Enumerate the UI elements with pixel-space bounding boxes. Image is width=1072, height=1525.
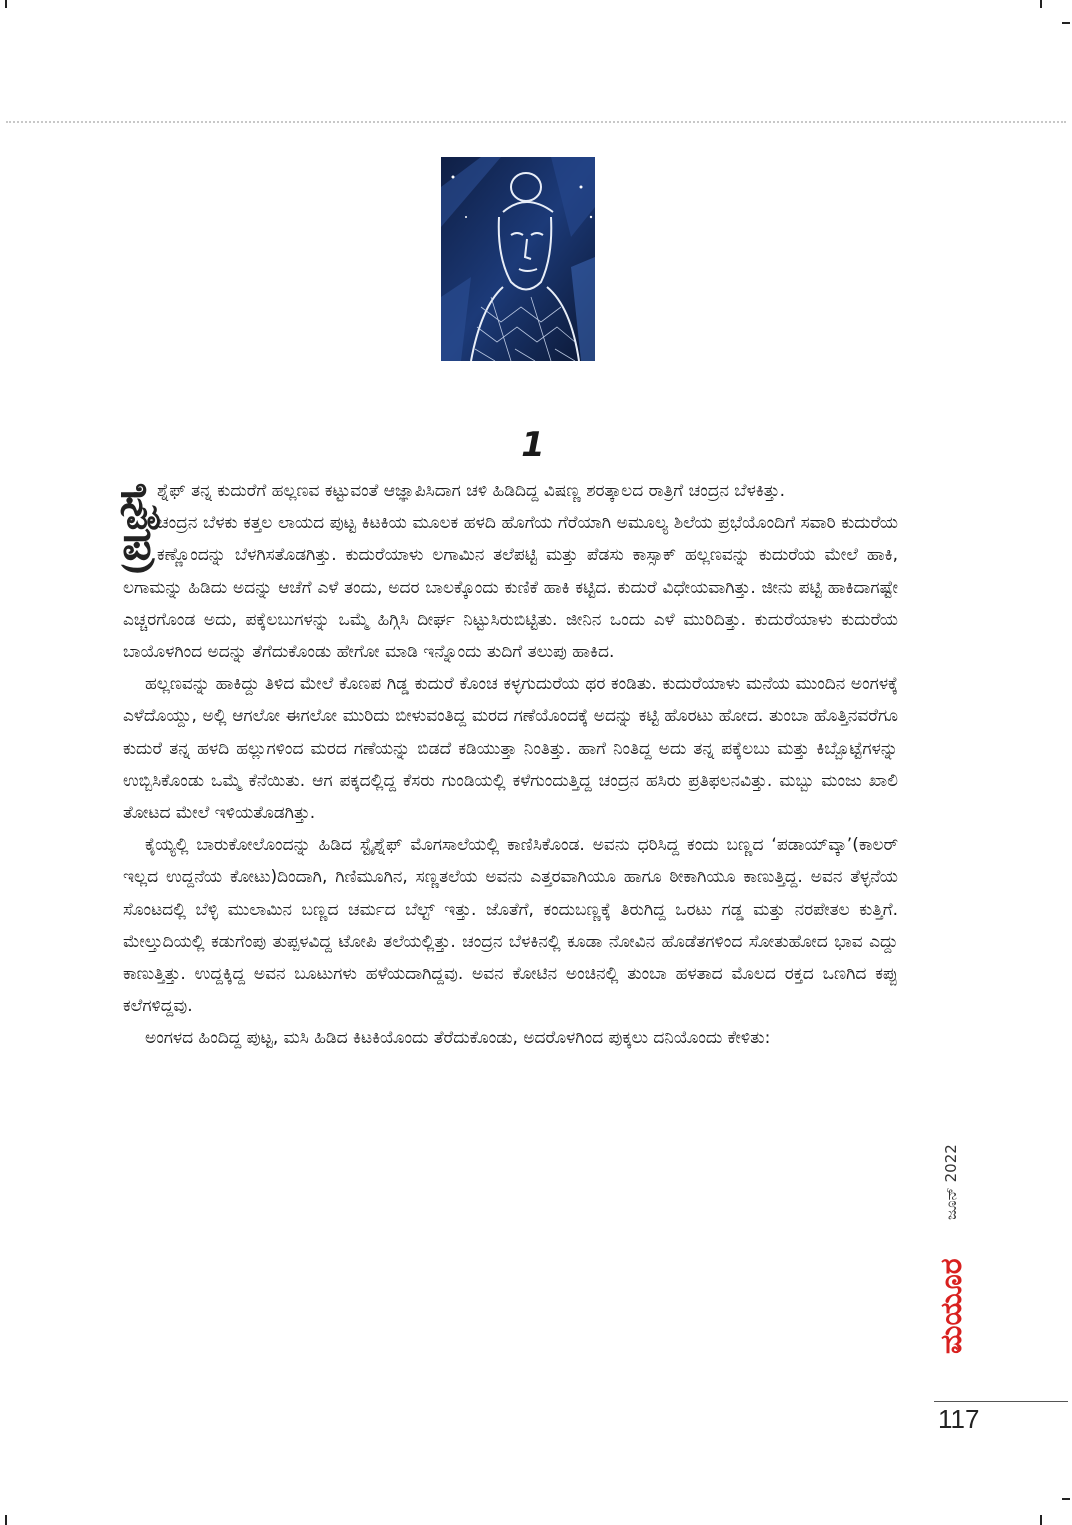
crop-mark-right-top (1062, 22, 1070, 24)
crop-mark-right-bottom (1062, 1498, 1070, 1500)
story-illustration (441, 157, 595, 361)
crop-mark-bottom-left (5, 1515, 7, 1525)
issue-date: ಜೂನ್ 2022 (942, 1144, 960, 1220)
drop-cap (119, 472, 157, 570)
crop-mark-bottom-right (1040, 1515, 1042, 1525)
paragraph-3: ಹಲ್ಲಣವನ್ನು ಹಾಕಿದ್ದು ತಿಳಿದ ಮೇಲೆ ಕೊಣಪ ಗಿಡ್ಡ ಕುದುರೆ ಕೊಂಚ ಕಳ್ಳಗುದುರೆಯ ಥರ ಕಂಡಿತು. ಕುದುರೆಯಾಳು ಮನೆಯ ಮುಂದಿನ ಅಂಗಳಕ್ಕೆ ಎಳೆದೊಯ್ದು, ಅಲ್ಲಿ ಆಗಲೋ ಈಗಲೋ ಮುರಿದು ಬೀಳುವಂತಿದ್ದ ಮರದ ಗಣೆಯೊಂದಕ್ಕೆ ಅದನ್ನು ಕಟ್ಟಿ ಹೊರಟು ಹೋದ. ತುಂಬಾ ಹೊತ್ತಿನವರೆಗೂ ಕುದುರೆ ತನ್ನ ಹಳದಿ ಹಲ್ಲುಗಳಿಂದ ಮರದ ಗಣೆಯನ್ನು ಬಿಡದೆ ಕಡಿಯುತ್ತಾ ನಿಂತಿತ್ತು. ಹಾಗೆ ನಿಂತಿದ್ದ ಅದು ತನ್ನ ಪಕ್ಕೆಲಬು ಮತ್ತು ಕಿಬ್ಬೊಟ್ಟೆಗಳನ್ನು ಉಬ್ಬಿಸಿಕೊಂಡು ಒಮ್ಮೆ ಕೆನೆಯಿತು. ಆಗ ಪಕ್ಕದಲ್ಲಿದ್ದ ಕೆಸರು ಗುಂಡಿಯಲ್ಲಿ ಕಳೆಗುಂದುತ್ತಿದ್ದ ಚಂದ್ರನ ಹಸಿರು ಪ್ರತಿಫಲನವಿತ್ತು. ಮಬ್ಬು ಮಂಜು ಖಾಲಿ ತೋಟದ ಮೇಲೆ ಇಳಿಯತೊಡಗಿತ್ತು. (123, 674, 898, 824)
crop-mark-top-left (5, 0, 7, 8)
story-body (119, 472, 898, 1055)
paragraph-5: ಅಂಗಳದ ಹಿಂದಿದ್ದ ಪುಟ್ಟ, ಮಸಿ ಹಿಡಿದ ಕಿಟಕಿಯೊಂದು ತೆರೆದುಕೊಂಡು, ಅದರೊಳಗಿಂದ ಪುಕ್ಕಲು ದನಿಯೊಂದು ಕೇಳಿತು: (145, 1028, 771, 1049)
page-number-rule (934, 1401, 1068, 1402)
header-dotted-rule (6, 121, 1066, 123)
chapter-number: 1 (521, 425, 545, 465)
paragraph-1: ಶ್ನೆಫ್ ತನ್ನ ಕುದುರೆಗೆ ಹಲ್ಲಣವ ಕಟ್ಟುವಂತೆ ಆಜ್ಞಾಪಿಸಿದಾಗ ಚಳಿ ಹಿಡಿದಿದ್ದ ವಿಷಣ್ಣ ಶರತ್ಕಾಲದ ರಾತ್ರಿಗೆ ಚಂದ್ರನ ಬೆಳಕಿತ್ತು. (157, 481, 786, 501)
drop-cap-top: ಸ್ಟೈ (119, 472, 157, 526)
page-number: 117 (938, 1404, 980, 1434)
paragraph-4: ಕೈಯ್ಯಲ್ಲಿ ಬಾರುಕೋಲೊಂದನ್ನು ಹಿಡಿದ ಸ್ಟೈಶ್ನೆಫ್ ಮೊಗಸಾಲೆಯಲ್ಲಿ ಕಾಣಿಸಿಕೊಂಡ. ಅವನು ಧರಿಸಿದ್ದ ಕಂದು ಬಣ್ಣದ ‘ಪಡಾಯ್‌ವ್ಕಾ’(ಕಾಲರ್ ಇಲ್ಲದ ಉದ್ದನೆಯ ಕೋಟು)ದಿಂದಾಗಿ, ಗಿಣಿಮೂಗಿನ, ಸಣ್ಣತಲೆಯ ಅವನು ಎತ್ತರವಾಗಿಯೂ ಹಾಗೂ ಠೀಕಾಗಿಯೂ ಕಾಣುತ್ತಿದ್ದ. ಅವನ ತೆಳ್ಳನೆಯ ಸೊಂಟದಲ್ಲಿ ಬೆಳ್ಳಿ ಮುಲಾಮಿನ ಬಣ್ಣದ ಚರ್ಮದ ಬೆಲ್ಟ್ ಇತ್ತು. ಜೊತೆಗೆ, ಕಂದುಬಣ್ಣಕ್ಕೆ ತಿರುಗಿದ್ದ ಒರಟು ಗಡ್ಡ ಮತ್ತು ನರಪೇತಲ ಕುತ್ತಿಗೆ. ಮೇಲ್ತುದಿಯಲ್ಲಿ ಕಡುಗೆಂಪು ತುಪ್ಪಳವಿದ್ದ ಟೋಪಿ ತಲೆಯಲ್ಲಿತ್ತು. ಚಂದ್ರನ ಬೆಳಕಿನಲ್ಲಿ ಕೂಡಾ ನೋವಿನ ಹೊಡೆತಗಳಿಂದ ಸೋತುಹೋದ ಭಾವ ಎದ್ದು ಕಾಣುತ್ತಿತ್ತು. ಉದ್ದಕ್ಕಿದ್ದ ಅವನ ಬೂಟುಗಳು ಹಳೆಯದಾಗಿದ್ದವು. ಅವನ ಕೋಟಿನ ಅಂಚಿನಲ್ಲಿ ತುಂಬಾ ಹಳತಾದ ಮೊಲದ ರಕ್ತದ ಒಣಗಿದ ಕಪ್ಪು ಕಲೆಗಳಿದ್ದವು. (123, 835, 898, 1017)
paragraph-2: ಚಂದ್ರನ ಬೆಳಕು ಕತ್ತಲ ಲಾಯದ ಪುಟ್ಟ ಕಿಟಕಿಯ ಮೂಲಕ ಹಳದಿ ಹೊಗೆಯ ಗೆರೆಯಾಗಿ ಅಮೂಲ್ಯ ಶಿಲೆಯ ಪ್ರಭೆಯೊಂದಿಗೆ ಸವಾರಿ ಕುದುರೆಯ ಕಣ್ಣೊಂದನ್ನು ಬೆಳಗಿಸತೊಡಗಿತ್ತು. ಕುದುರೆಯಾಳು ಲಗಾಮಿನ ತಲೆಪಟ್ಟಿ ಮತ್ತು ಪೆಡಸು ಕಾಸ್ಸಾಕ್ ಹಲ್ಲಣವನ್ನು ಕುದುರೆಯ ಮೇಲೆ ಹಾಕಿ, ಲಗಾಮನ್ನು ಹಿಡಿದು ಅದನ್ನು ಆಚೆಗೆ ಎಳೆ ತಂದು, ಅದರ ಬಾಲಕ್ಕೊಂದು ಕುಣಿಕೆ ಹಾಕಿ ಕಟ್ಟಿದ. ಕುದುರೆ ವಿಧೇಯವಾಗಿತ್ತು. ಜೀನು ಪಟ್ಟಿ ಹಾಕಿದಾಗಷ್ಟೇ ಎಚ್ಚರಗೊಂಡ ಅದು, ಪಕ್ಕೆಲಬುಗಳನ್ನು ಒಮ್ಮೆ ಹಿಗ್ಗಿಸಿ ದೀರ್ಘ ನಿಟ್ಟುಸಿರುಬಿಟ್ಟಿತು. ಜೀನಿನ ಒಂದು ಎಳೆ ಮುರಿದಿತ್ತು. ಕುದುರೆಯಾಳು ಕುದುರೆಯ ಬಾಯೊಳಗಿಂದ ಅದನ್ನು ತೆಗೆದುಕೊಂಡು ಹೇಗೋ ಮಾಡಿ ಇನ್ನೊಂದು ತುದಿಗೆ ತಲುಪು ಹಾಕಿದ. (123, 513, 898, 663)
magazine-logo: ಮಯೂರ (934, 1258, 969, 1354)
crop-mark-top-right (1040, 0, 1042, 8)
drop-cap-bottom: ಪ್ರ (122, 516, 154, 570)
